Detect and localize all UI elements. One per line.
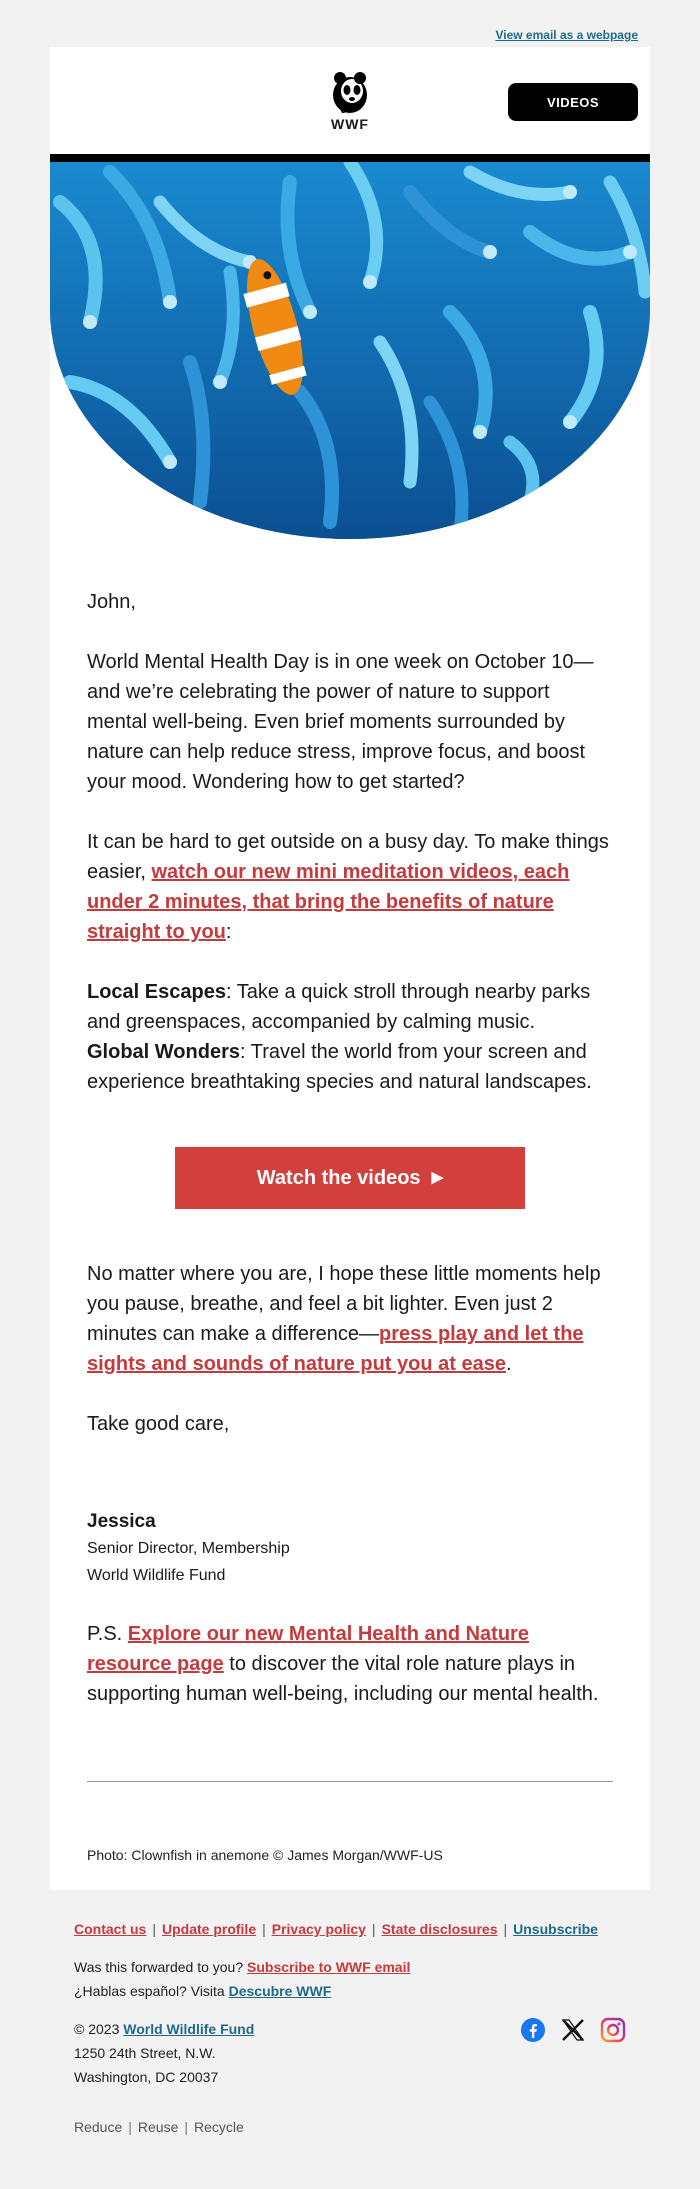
social-icons [520,2017,626,2043]
update-profile-link[interactable]: Update profile [161,1921,257,1937]
closing-paragraph-suffix: . [505,1353,512,1375]
intro-paragraph: World Mental Health Day is in one week on October 10—and we’re celebrating the power of nature to support mental well-being. Even brief moments surrounded by nature can help reduce stress, improve focus, and boost your mood. Wondering how to get started? [87,651,594,793]
closing-paragraph-text: No matter where you are, I hope these little moments help you pause, breathe, and feel a bit lighter. Even just 2 minutes can make a difference— [87,1263,601,1345]
ps-text: to discover the vital role nature plays in supporting human well-being, including our mental health. [87,1653,599,1705]
videos-paragraph-text: It can be hard to get outside on a busy day. To make things easier, [87,831,609,883]
facebook-icon[interactable] [520,2017,546,2043]
unsubscribe-link[interactable]: Unsubscribe [513,1921,598,1937]
local-escapes-title: Local Escapes [87,981,226,1003]
clownfish-anemone-image [50,162,650,539]
address-line-1: 1250 24th Street, N.W. [74,2045,216,2061]
panda-logo-icon [328,71,372,115]
forwarded-text: Was this forwarded to you? [74,1959,248,1975]
signature-title: Senior Director, Membership [87,1540,290,1557]
videos-paragraph [87,827,613,947]
subscribe-link[interactable]: Subscribe to WWF email [247,1959,411,1975]
press-play-link[interactable]: press play and let the sights and sounds of nature put you at ease [87,1323,584,1375]
video-types [87,977,613,1097]
forwarded-line [74,1955,626,1979]
state-disclosures-link[interactable]: State disclosures [381,1921,498,1937]
address-line-2: Washington, DC 20037 [74,2069,219,2085]
global-wonders-title: Global Wonders [87,1041,240,1063]
signature-name: Jessica [87,1511,156,1532]
contact-us-link[interactable]: Contact us [74,1921,147,1937]
spanish-line [74,1979,626,2003]
sign-off: Take good care, [87,1413,230,1435]
link-separator: | [152,1921,156,1937]
email-body [50,539,650,1870]
link-separator: | [184,2119,189,2135]
hero-image[interactable] [50,162,650,539]
email-header [50,47,650,162]
watch-videos-button[interactable] [175,1147,525,1209]
ps-paragraph [87,1619,613,1709]
local-escapes-text: : Take a quick stroll through nearby parks and greenspaces, accompanied by calming music. [87,981,591,1033]
reduce-text: Reduce [74,2119,123,2135]
closing-paragraph [87,1259,613,1379]
photo-credit: Photo: Clownfish in anemone © James Morgan/WWF-US [87,1847,443,1863]
privacy-policy-link[interactable]: Privacy policy [271,1921,366,1937]
cta-label: Watch the videos [256,1167,421,1189]
instagram-icon[interactable] [600,2017,626,2043]
view-webpage-link[interactable]: View email as a webpage [495,28,638,42]
footer-links [74,1917,626,1941]
global-wonders-text: : Travel the world from your screen and experience breathtaking species and natural landscapes. [87,1041,592,1093]
descubre-wwf-link[interactable]: Descubre WWF [228,1983,332,1999]
videos-paragraph-suffix: : [225,921,232,943]
link-separator: | [503,1921,508,1937]
play-arrow-icon: ▶ [431,1169,444,1186]
link-separator: | [371,1921,376,1937]
ps-prefix: P.S. [87,1623,128,1645]
x-icon[interactable] [560,2017,586,2043]
resource-page-link[interactable]: Explore our new Mental Health and Nature resource page [87,1623,529,1675]
link-separator: | [128,2119,132,2135]
reuse-text: Reuse [137,2119,179,2135]
wwf-logo[interactable] [320,71,380,132]
recycle-text: Recycle [194,2119,244,2135]
signature-org: World Wildlife Fund [87,1567,226,1584]
email-card [50,47,650,1890]
link-separator: | [262,1921,266,1937]
email-footer [74,1917,626,2139]
greeting: John, [87,591,136,613]
wwf-home-link[interactable]: World Wildlife Fund [123,2021,255,2037]
watch-videos-link[interactable]: watch our new mini meditation videos, each under 2 minutes, that bring the benefits of nature straight to you [87,861,570,943]
top-bar [0,0,700,47]
cta-wrapper [87,1147,613,1209]
logo-text: WWF [331,116,369,132]
divider [87,1781,613,1782]
videos-button[interactable]: VIDEOS [508,83,638,121]
copyright-text: © 2023 [74,2021,124,2037]
reduce-reuse-recycle [74,2115,626,2139]
spanish-text: ¿Hablas español? Visita [74,1983,229,1999]
